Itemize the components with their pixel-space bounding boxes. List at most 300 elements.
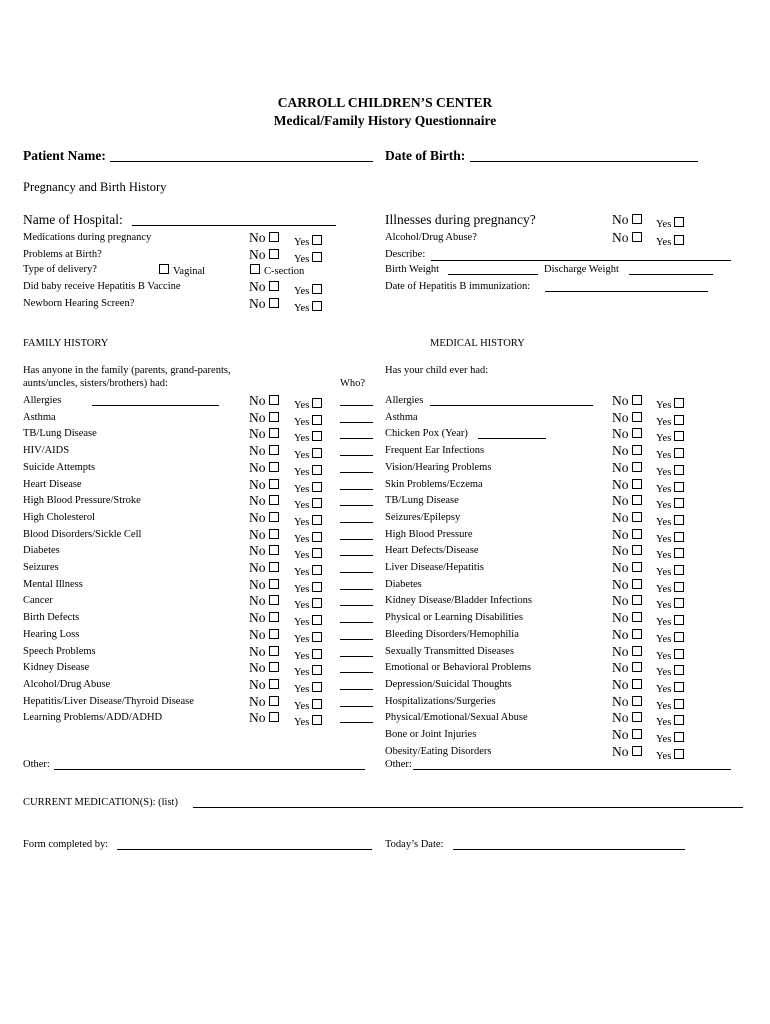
- list-item-label: Skin Problems/Eczema: [385, 478, 483, 490]
- checkbox[interactable]: [312, 582, 322, 592]
- checkbox[interactable]: [632, 512, 642, 522]
- no-label: No: [612, 493, 629, 509]
- no-option[interactable]: [249, 509, 279, 527]
- list-item-label: HIV/AIDS: [23, 445, 70, 457]
- no-option[interactable]: [249, 492, 279, 510]
- patient-name-field[interactable]: [110, 161, 373, 162]
- medical-other-field[interactable]: [413, 769, 731, 770]
- no-option[interactable]: [249, 609, 279, 627]
- checkbox[interactable]: [312, 252, 322, 262]
- checkbox[interactable]: [632, 729, 642, 739]
- checkbox[interactable]: [269, 662, 279, 672]
- checkbox[interactable]: [674, 465, 684, 475]
- who-field[interactable]: [340, 706, 373, 707]
- no-option[interactable]: [249, 643, 279, 661]
- yes-label: Yes: [294, 400, 310, 411]
- problems-no[interactable]: [249, 246, 279, 264]
- no-label: No: [249, 459, 266, 475]
- no-option[interactable]: [249, 526, 279, 544]
- checkbox[interactable]: [632, 232, 642, 242]
- checkbox[interactable]: [312, 682, 322, 692]
- yes-option[interactable]: [294, 646, 322, 664]
- describe-label: Describe:: [385, 249, 426, 260]
- checkbox[interactable]: [312, 699, 322, 709]
- hepb-date-field[interactable]: [545, 291, 708, 292]
- yes-label: Yes: [294, 717, 310, 729]
- checkbox[interactable]: [674, 217, 684, 227]
- checkbox[interactable]: [269, 249, 279, 259]
- checkbox[interactable]: [674, 582, 684, 592]
- no-label: No: [612, 393, 629, 408]
- checkbox[interactable]: [674, 715, 684, 725]
- yes-option[interactable]: [294, 679, 322, 697]
- illnesses-yes[interactable]: [656, 214, 684, 232]
- yes-label: Yes: [294, 533, 310, 545]
- list-item-label: Physical or Learning Disabilities: [385, 612, 523, 624]
- list-item-label: Allergies: [385, 395, 424, 406]
- no-label: No: [249, 643, 266, 659]
- no-option[interactable]: [249, 659, 279, 677]
- no-option[interactable]: [612, 542, 642, 560]
- checkbox[interactable]: [674, 235, 684, 245]
- no-label: No: [249, 409, 266, 425]
- checkbox[interactable]: [312, 532, 322, 542]
- checkbox[interactable]: [312, 465, 322, 475]
- yes-label: Yes: [294, 450, 310, 462]
- checkbox[interactable]: [674, 749, 684, 759]
- no-option[interactable]: [249, 542, 279, 560]
- no-label: No: [612, 426, 629, 442]
- no-label: No: [249, 660, 266, 676]
- checkbox[interactable]: [269, 612, 279, 622]
- yes-option[interactable]: [294, 462, 322, 480]
- yes-option[interactable]: [294, 479, 322, 497]
- checkbox[interactable]: [632, 495, 642, 505]
- current-meds-field[interactable]: [193, 807, 743, 808]
- checkbox[interactable]: [312, 448, 322, 458]
- who-field[interactable]: [340, 672, 373, 673]
- no-option[interactable]: [612, 476, 642, 494]
- no-label: No: [612, 693, 629, 709]
- checkbox[interactable]: [674, 448, 684, 458]
- checkbox[interactable]: [269, 495, 279, 505]
- checkbox[interactable]: [312, 498, 322, 508]
- csection-option[interactable]: [250, 264, 304, 277]
- hospital-field[interactable]: [132, 225, 336, 226]
- no-option[interactable]: [249, 626, 279, 644]
- checkbox[interactable]: [312, 565, 322, 575]
- checkbox[interactable]: [269, 629, 279, 639]
- checkbox[interactable]: [632, 629, 642, 639]
- no-option[interactable]: [249, 425, 279, 443]
- yes-option[interactable]: [294, 612, 322, 630]
- checkbox[interactable]: [632, 696, 642, 706]
- yes-option[interactable]: [656, 412, 684, 430]
- no-option[interactable]: [612, 409, 642, 427]
- no-option[interactable]: [249, 442, 279, 460]
- no-label: No: [249, 296, 266, 311]
- checkbox[interactable]: [269, 412, 279, 422]
- completed-by-field[interactable]: [117, 849, 372, 850]
- yes-option[interactable]: [294, 445, 322, 463]
- no-label: No: [612, 526, 629, 542]
- checkbox[interactable]: [312, 398, 322, 408]
- no-option[interactable]: [612, 526, 642, 544]
- no-label: No: [612, 727, 629, 742]
- yes-option[interactable]: [656, 696, 684, 714]
- birth-weight-field[interactable]: [448, 274, 538, 275]
- no-option[interactable]: [612, 576, 642, 594]
- yes-option[interactable]: [294, 428, 322, 446]
- no-label: No: [249, 593, 266, 609]
- describe-field[interactable]: [431, 260, 731, 261]
- discharge-weight-label: Discharge Weight: [544, 264, 619, 275]
- checkbox[interactable]: [312, 301, 322, 311]
- alcohol-no[interactable]: [612, 229, 642, 247]
- no-option[interactable]: [612, 392, 642, 410]
- yes-option[interactable]: [294, 495, 322, 513]
- who-field[interactable]: [340, 555, 373, 556]
- yes-option[interactable]: [656, 595, 684, 613]
- who-field[interactable]: [340, 639, 373, 640]
- yes-label: Yes: [656, 750, 672, 762]
- checkbox[interactable]: [674, 431, 684, 441]
- checkbox[interactable]: [674, 482, 684, 492]
- checkbox[interactable]: [632, 679, 642, 689]
- who-field[interactable]: [340, 589, 373, 590]
- yes-option[interactable]: [656, 662, 684, 680]
- no-option[interactable]: [612, 509, 642, 527]
- checkbox[interactable]: [269, 579, 279, 589]
- no-option[interactable]: [249, 459, 279, 477]
- yes-label: Yes: [294, 700, 310, 712]
- list-item-label: Seizures/Epilepsy: [385, 511, 461, 523]
- yes-option[interactable]: [294, 545, 322, 563]
- checkbox[interactable]: [632, 646, 642, 656]
- yes-option[interactable]: [656, 495, 684, 513]
- yes-option[interactable]: [294, 662, 322, 680]
- checkbox[interactable]: [632, 412, 642, 422]
- no-option[interactable]: [612, 626, 642, 644]
- no-option[interactable]: [612, 709, 642, 727]
- yes-option[interactable]: [656, 612, 684, 630]
- checkbox[interactable]: [674, 532, 684, 542]
- yes-label: Yes: [294, 466, 310, 478]
- who-field[interactable]: [340, 656, 373, 657]
- yes-option[interactable]: [294, 629, 322, 647]
- hepb-vaccine-yes[interactable]: [294, 281, 322, 299]
- yes-option[interactable]: [656, 729, 684, 747]
- who-field[interactable]: [340, 522, 373, 523]
- birth-weight-label: Birth Weight: [385, 264, 440, 275]
- no-option[interactable]: [612, 592, 642, 610]
- list-item-label: Blood Disorders/Sickle Cell: [23, 528, 142, 540]
- checkbox[interactable]: [269, 395, 279, 405]
- yes-option[interactable]: [656, 395, 684, 413]
- yes-option[interactable]: [294, 595, 322, 613]
- item-detail-field[interactable]: [430, 405, 593, 406]
- who-field[interactable]: [340, 622, 373, 623]
- checkbox[interactable]: [632, 712, 642, 722]
- yes-option[interactable]: [294, 529, 322, 547]
- checkbox[interactable]: [312, 598, 322, 608]
- checkbox[interactable]: [674, 415, 684, 425]
- no-label: No: [249, 230, 266, 245]
- yes-label: Yes: [656, 533, 672, 545]
- checkbox[interactable]: [312, 665, 322, 675]
- no-option[interactable]: [612, 442, 642, 460]
- checkbox[interactable]: [312, 649, 322, 659]
- illnesses-no[interactable]: [612, 211, 642, 229]
- who-field[interactable]: [340, 422, 373, 423]
- checkbox[interactable]: [674, 598, 684, 608]
- checkbox[interactable]: [632, 214, 642, 224]
- checkbox[interactable]: [632, 462, 642, 472]
- checkbox[interactable]: [269, 679, 279, 689]
- no-label: No: [612, 743, 629, 759]
- no-option[interactable]: [612, 693, 642, 711]
- checkbox[interactable]: [674, 699, 684, 709]
- yes-option[interactable]: [294, 412, 322, 430]
- yes-option[interactable]: [656, 646, 684, 664]
- checkbox[interactable]: [269, 545, 279, 555]
- checkbox[interactable]: [312, 482, 322, 492]
- yes-option[interactable]: [656, 712, 684, 730]
- yes-label: Yes: [656, 483, 672, 495]
- checkbox[interactable]: [269, 529, 279, 539]
- who-field[interactable]: [340, 505, 373, 506]
- yes-option[interactable]: [294, 562, 322, 580]
- who-field[interactable]: [340, 405, 373, 406]
- yes-option[interactable]: [656, 479, 684, 497]
- checkbox[interactable]: [269, 428, 279, 438]
- checkbox[interactable]: [269, 445, 279, 455]
- no-label: No: [612, 576, 629, 592]
- item-detail-field[interactable]: [92, 405, 219, 406]
- yes-option[interactable]: [656, 579, 684, 597]
- list-item-label: Obesity/Eating Disorders: [385, 745, 492, 757]
- dob-label: Date of Birth:: [385, 148, 466, 163]
- no-option[interactable]: [612, 659, 642, 677]
- checkbox[interactable]: [632, 428, 642, 438]
- alcohol-yes[interactable]: [656, 232, 684, 250]
- list-item-label: Seizures: [23, 562, 59, 573]
- who-field[interactable]: [340, 438, 373, 439]
- who-field[interactable]: [340, 689, 373, 690]
- checkbox[interactable]: [269, 232, 279, 242]
- vaginal-option[interactable]: [159, 264, 205, 277]
- list-item-label: Emotional or Behavioral Problems: [385, 662, 532, 674]
- list-item-label: Vision/Hearing Problems: [385, 461, 492, 473]
- who-field[interactable]: [340, 472, 373, 473]
- checkbox[interactable]: [674, 665, 684, 675]
- todays-date-field[interactable]: [453, 849, 685, 850]
- no-option[interactable]: [612, 492, 642, 510]
- checkbox[interactable]: [674, 548, 684, 558]
- checkbox[interactable]: [632, 479, 642, 489]
- yes-option[interactable]: [656, 512, 684, 530]
- checkbox[interactable]: [269, 712, 279, 722]
- yes-option[interactable]: [656, 629, 684, 647]
- item-detail-field[interactable]: [478, 438, 546, 439]
- who-field[interactable]: [340, 539, 373, 540]
- checkbox[interactable]: [269, 281, 279, 291]
- yes-option[interactable]: [656, 428, 684, 446]
- hepb-vaccine-no[interactable]: [249, 278, 279, 296]
- yes-label: Yes: [294, 483, 310, 495]
- checkbox[interactable]: [312, 632, 322, 642]
- yes-option[interactable]: [294, 712, 322, 730]
- checkbox[interactable]: [159, 264, 169, 274]
- no-option[interactable]: [249, 709, 279, 727]
- no-label: No: [612, 409, 629, 425]
- no-label: No: [612, 476, 629, 492]
- checkbox[interactable]: [674, 565, 684, 575]
- no-option[interactable]: [249, 676, 279, 694]
- checkbox[interactable]: [674, 498, 684, 508]
- checkbox[interactable]: [269, 595, 279, 605]
- yes-option[interactable]: [656, 679, 684, 697]
- list-item-label: High Blood Pressure: [385, 528, 473, 540]
- checkbox[interactable]: [632, 662, 642, 672]
- who-field[interactable]: [340, 455, 373, 456]
- checkbox[interactable]: [632, 445, 642, 455]
- medications-yes[interactable]: [294, 232, 322, 250]
- medications-no[interactable]: [249, 229, 279, 247]
- checkbox[interactable]: [674, 515, 684, 525]
- list-item-label: Physical/Emotional/Sexual Abuse: [385, 712, 528, 724]
- hearing-yes[interactable]: [294, 298, 322, 316]
- checkbox[interactable]: [269, 562, 279, 572]
- yes-option[interactable]: [656, 445, 684, 463]
- no-option[interactable]: [612, 425, 642, 443]
- yes-option[interactable]: [656, 746, 684, 764]
- checkbox[interactable]: [312, 235, 322, 245]
- checkbox[interactable]: [632, 746, 642, 756]
- yes-option[interactable]: [294, 512, 322, 530]
- who-field[interactable]: [340, 572, 373, 573]
- checkbox[interactable]: [632, 612, 642, 622]
- checkbox[interactable]: [632, 595, 642, 605]
- no-option[interactable]: [249, 409, 279, 427]
- checkbox[interactable]: [632, 545, 642, 555]
- checkbox[interactable]: [269, 479, 279, 489]
- no-label: No: [249, 710, 266, 726]
- no-label: No: [249, 476, 266, 492]
- yes-label: Yes: [294, 303, 310, 314]
- no-label: No: [249, 247, 266, 262]
- todays-date-label: Today’s Date:: [385, 839, 444, 850]
- checkbox[interactable]: [312, 715, 322, 725]
- no-label: No: [249, 509, 266, 525]
- yes-option[interactable]: [656, 462, 684, 480]
- who-field[interactable]: [340, 489, 373, 490]
- no-option[interactable]: [612, 559, 642, 577]
- checkbox[interactable]: [632, 529, 642, 539]
- no-label: No: [612, 560, 629, 575]
- checkbox[interactable]: [250, 264, 260, 274]
- pregnancy-section-title: Pregnancy and Birth History: [23, 180, 167, 194]
- no-option[interactable]: [612, 726, 642, 744]
- no-option[interactable]: [249, 392, 279, 410]
- checkbox[interactable]: [674, 732, 684, 742]
- no-label: No: [612, 593, 629, 609]
- list-item-label: Mental Illness: [23, 578, 83, 590]
- no-option[interactable]: [612, 609, 642, 627]
- no-label: No: [249, 279, 266, 294]
- checkbox[interactable]: [269, 646, 279, 656]
- checkbox[interactable]: [269, 462, 279, 472]
- who-field[interactable]: [340, 605, 373, 606]
- yes-label: Yes: [294, 667, 310, 679]
- checkbox[interactable]: [674, 649, 684, 659]
- checkbox[interactable]: [674, 682, 684, 692]
- yes-option[interactable]: [294, 395, 322, 413]
- checkbox[interactable]: [312, 615, 322, 625]
- checkbox[interactable]: [674, 615, 684, 625]
- yes-option[interactable]: [656, 529, 684, 547]
- list-item-label: Speech Problems: [23, 645, 96, 657]
- yes-option[interactable]: [656, 562, 684, 580]
- yes-option[interactable]: [294, 696, 322, 714]
- no-option[interactable]: [249, 592, 279, 610]
- list-item-label: Hospitalizations/Surgeries: [385, 695, 496, 707]
- checkbox[interactable]: [269, 512, 279, 522]
- yes-option[interactable]: [294, 579, 322, 597]
- no-option[interactable]: [249, 693, 279, 711]
- checkbox[interactable]: [312, 515, 322, 525]
- no-option[interactable]: [249, 559, 279, 577]
- problems-label: Problems at Birth?: [23, 249, 102, 260]
- yes-label: Yes: [294, 583, 310, 595]
- list-item-label: Asthma: [23, 411, 56, 423]
- no-option[interactable]: [612, 643, 642, 661]
- checkbox[interactable]: [674, 632, 684, 642]
- checkbox[interactable]: [312, 548, 322, 558]
- no-option[interactable]: [249, 476, 279, 494]
- no-label: No: [249, 493, 266, 509]
- no-option[interactable]: [249, 576, 279, 594]
- checkbox[interactable]: [312, 415, 322, 425]
- no-option[interactable]: [612, 743, 642, 761]
- checkbox[interactable]: [312, 284, 322, 294]
- hearing-no[interactable]: [249, 295, 279, 313]
- no-label: No: [612, 459, 629, 475]
- dob-field[interactable]: [470, 161, 698, 162]
- checkbox[interactable]: [632, 562, 642, 572]
- checkbox[interactable]: [674, 398, 684, 408]
- yes-option[interactable]: [656, 545, 684, 563]
- no-label: No: [612, 212, 629, 227]
- checkbox[interactable]: [632, 579, 642, 589]
- who-field[interactable]: [340, 722, 373, 723]
- family-other-field[interactable]: [54, 769, 365, 770]
- yes-label: Yes: [294, 416, 310, 428]
- checkbox[interactable]: [632, 395, 642, 405]
- no-label: No: [249, 610, 266, 626]
- yes-label: Yes: [656, 400, 672, 411]
- no-option[interactable]: [612, 459, 642, 477]
- list-item-label: TB/Lung Disease: [23, 428, 97, 440]
- discharge-weight-field[interactable]: [629, 274, 713, 275]
- list-item-label: Sexually Transmitted Diseases: [385, 645, 514, 657]
- checkbox[interactable]: [312, 431, 322, 441]
- list-item-label: High Cholesterol: [23, 511, 96, 523]
- no-option[interactable]: [612, 676, 642, 694]
- checkbox[interactable]: [269, 298, 279, 308]
- no-label: No: [249, 626, 266, 642]
- checkbox[interactable]: [269, 696, 279, 706]
